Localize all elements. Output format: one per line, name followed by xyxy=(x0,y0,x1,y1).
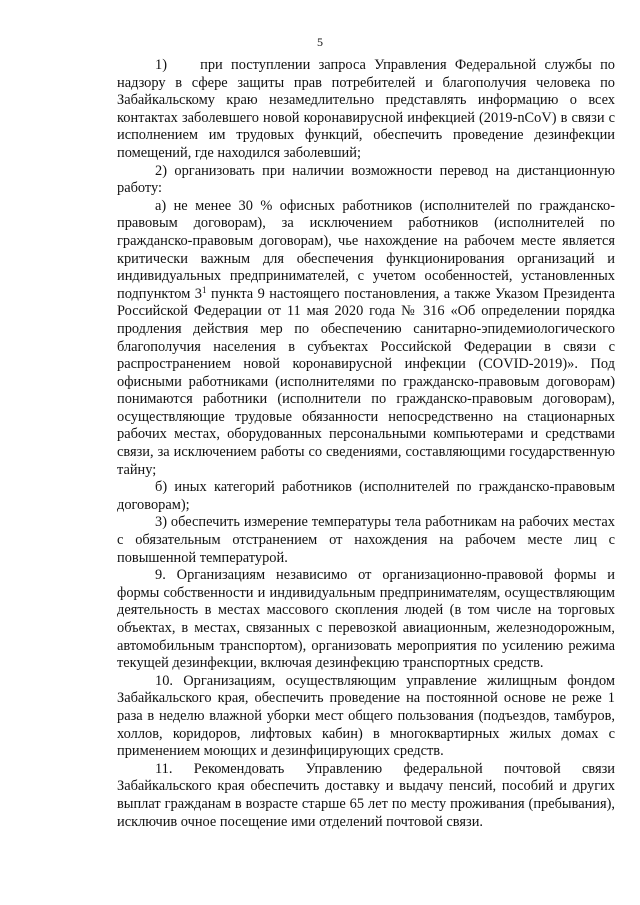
paragraph-subitem-3: 3) обеспечить измерение температуры тела работникам на рабочих местах с обязательным отстранением от нахождения на рабочем месте лиц с повышенной температурой. xyxy=(117,514,615,566)
paragraph-subitem-2a-text-start: а) не менее 30 % офисных работников (исполнителей по гражданско-правовым договорам), за исключением работников (исполнителей по гражданско-правовым договорам), чье нахождение на рабочем месте является критически важным для обеспечения функционирования организаций и индивидуальных предпринимателей, с учетом особенностей, установленных подпунктом 3 xyxy=(117,197,615,302)
document-body xyxy=(117,57,615,831)
paragraph-subitem-1: 1) при поступлении запроса Управления Федеральной службы по надзору в сфере защиты прав потребителей и благополучия человека по Забайкальскому краю незамедлительно представлять информацию о всех контактах заболевшего новой коронавирусной инфекцией (2019-nCoV) в связи с исполнением им трудовых функций, обеспечить проведение дезинфекции помещений, где находился заболевший; xyxy=(117,57,615,161)
page-number: 5 xyxy=(317,35,323,49)
paragraph-subitem-2b: б) иных категорий работников (исполнителей по гражданско-правовым договорам); xyxy=(117,479,615,513)
paragraph-item-10: 10. Организациям, осуществляющим управление жилищным фондом Забайкальского края, обеспечить проведение на постоянной основе не реже 1 раза в неделю влажной уборки мест общего пользования (подъездов, тамбуров, холлов, коридоров, лифтовых кабин) в многоквартирных жилых домах с применением моющих и дезинфицирующих средств. xyxy=(117,672,615,760)
paragraph-subitem-2a-text-end: пункта 9 настоящего постановления, а также Указом Президента Российской Федерации от 11 мая 2020 года № 316 «Об определении порядка продления действия мер по обеспечению санитарно-эпидемиологического благополучия населения в субъектах Российской Федерации в связи с распространением новой коронавирусной инфекции (COVID-2019)». Под офисными работниками (исполнителями по гражданско-правовым договорам) понимаются работники (исполнители по гражданско-правовым договорам), осуществляющие трудовые обязанности непосредственно на стационарных рабочих местах, оборудованных персональными компьютерами и средствами связи, за исключением работы со сведениями, составляющими государственную тайну; xyxy=(117,285,615,478)
paragraph-subitem-2a xyxy=(117,198,615,480)
paragraph-item-11: 11. Рекомендовать Управлению федеральной почтовой связи Забайкальского края обеспечить доставку и выдачу пенсий, пособий и других выплат гражданам в возрасте старше 65 лет по месту проживания (пребывания), исключив очное посещение ими отделений почтовой связи. xyxy=(117,760,615,830)
paragraph-item-9: 9. Организациям независимо от организационно-правовой формы и формы собственности и индивидуальным предпринимателям, осуществляющим деятельность в местах массового скопления людей (в том числе на торговых объектах, в местах, связанных с перевозкой авиационным, железнодорожным, автомобильным транспортом), организовать мероприятия по усилению режима текущей дезинфекции, включая дезинфекцию транспортных средств. xyxy=(117,567,615,672)
superscript-index: 1 xyxy=(201,284,207,295)
paragraph-subitem-2: 2) организовать при наличии возможности перевод на дистанционную работу: xyxy=(117,162,615,197)
